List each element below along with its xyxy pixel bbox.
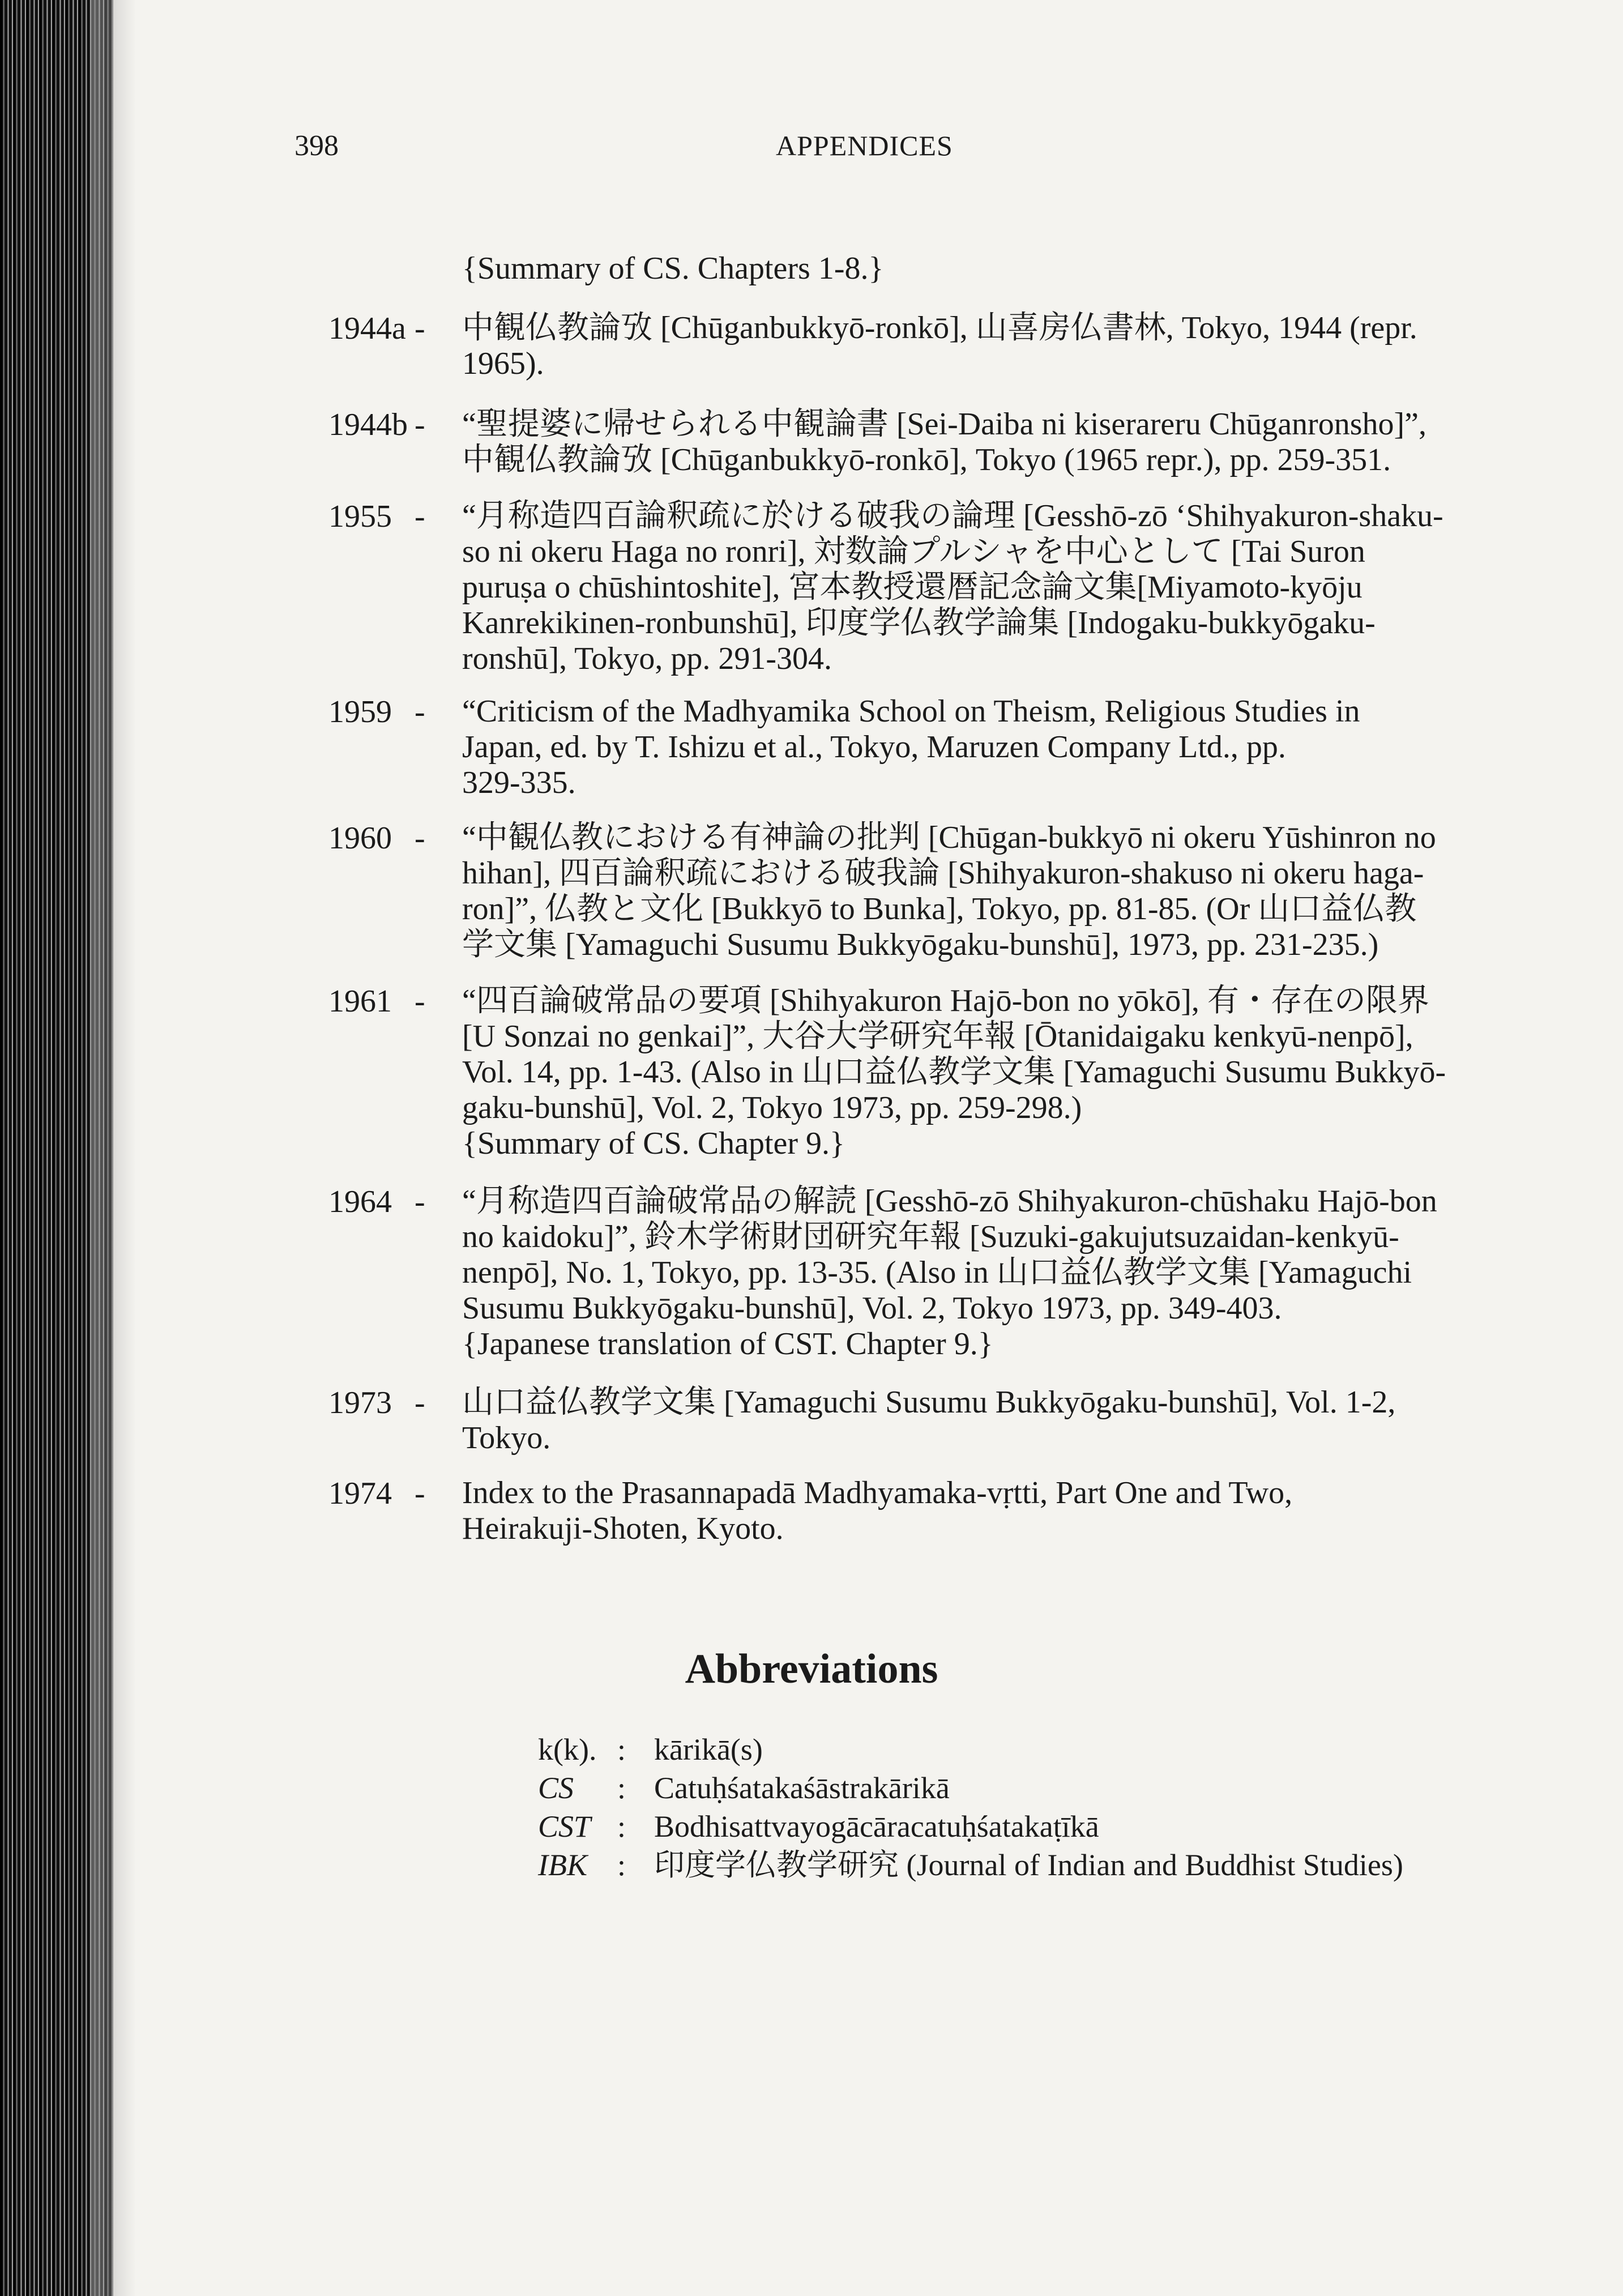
citation-line: so ni okeru Haga no ronri], 対数論プルシャを中心として [Tai Suron: [462, 534, 1365, 569]
entry-citation: [462, 694, 1481, 801]
summary-note: {Summary of CS. Chapters 1-8.}: [462, 251, 884, 286]
entry-year: 1961: [328, 984, 392, 1019]
citation-line: “聖提婆に帰せられる中観論書 [Sei-Daiba ni kiserareru Chūganronsho]”,: [462, 407, 1426, 442]
citation-line: no kaidoku]”, 鈴木学術財団研究年報 [Suzuki-gakujutsuzaidan-kenkyū-: [462, 1219, 1399, 1254]
citation-line: hihan], 四百論釈疏における破我論 [Shihyakuron-shakuso ni okeru haga-: [462, 856, 1424, 891]
citation-line: “四百論破常品の要項 [Shihyakuron Hajō-bon no yōkō], 有・存在の限界: [462, 983, 1429, 1018]
page-number: 398: [294, 130, 339, 162]
entry-citation: [462, 820, 1481, 963]
entry-dash: -: [415, 407, 425, 442]
citation-line: 中観仏教論攷 [Chūganbukkyō-ronkō], Tokyo (1965 repr.), pp. 259-351.: [462, 442, 1391, 477]
citation-line: Index to the Prasannapadā Madhyamaka-vṛtti, Part One and Two,: [462, 1475, 1293, 1510]
abbreviation-value: Bodhisattvayogācāracatuḥśatakaṭīkā: [654, 1810, 1099, 1843]
entry-year: 1960: [328, 821, 392, 856]
entry-citation: [462, 498, 1481, 677]
entry-dash: -: [415, 499, 425, 534]
entry-dash: -: [415, 1476, 425, 1511]
entry-dash: -: [415, 984, 425, 1019]
abbreviation-key: IBK: [538, 1848, 587, 1882]
citation-line: [U Sonzai no genkai]”, 大谷大学研究年報 [Ōtanidaigaku kenkyū-nenpō],: [462, 1019, 1413, 1054]
entry-citation: [462, 1475, 1481, 1547]
entry-year: 1964: [328, 1184, 392, 1219]
abbreviation-separator: :: [617, 1848, 626, 1882]
entry-citation: [462, 310, 1481, 382]
abbreviation-key: CST: [538, 1810, 591, 1843]
entry-dash: -: [415, 1385, 425, 1420]
citation-line: {Japanese translation of CST. Chapter 9.}: [462, 1326, 993, 1362]
running-head: APPENDICES: [776, 130, 953, 161]
entry-year: 1974: [328, 1476, 392, 1511]
citation-line: “月称造四百論破常品の解読 [Gesshō-zō Shihyakuron-chūshaku Hajō-bon: [462, 1184, 1437, 1219]
abbreviation-value: kārikā(s): [654, 1732, 763, 1766]
spine-shadow: [91, 0, 136, 2296]
abbreviation-value: 印度学仏教学研究 (Journal of Indian and Buddhist Studies): [654, 1848, 1403, 1882]
abbreviation-key: CS: [538, 1771, 574, 1805]
citation-line: 1965).: [462, 346, 544, 381]
citation-line: ron]”, 仏教と文化 [Bukkyō to Bunka], Tokyo, pp. 81-85. (Or 山口益仏教: [462, 891, 1417, 927]
citation-line: 学文集 [Yamaguchi Susumu Bukkyōgaku-bunshū], 1973, pp. 231-235.): [462, 927, 1379, 962]
entry-dash: -: [415, 1184, 425, 1219]
entry-citation: [462, 1385, 1481, 1456]
citation-line: gaku-bunshū], Vol. 2, Tokyo 1973, pp. 259-298.): [462, 1090, 1082, 1125]
entry-dash: -: [415, 821, 425, 856]
entry-year: 1959: [328, 694, 392, 729]
abbreviation-key: k(k).: [538, 1732, 597, 1766]
citation-line: “Criticism of the Madhyamika School on Theism, Religious Studies in: [462, 694, 1360, 729]
citation-line: 329-335.: [462, 765, 576, 800]
entry-citation: [462, 1184, 1481, 1362]
entry-dash: -: [415, 694, 425, 729]
citation-line: Tokyo.: [462, 1420, 551, 1456]
abbreviation-separator: :: [617, 1771, 626, 1805]
citation-line: ronshū], Tokyo, pp. 291-304.: [462, 641, 832, 676]
citation-line: Japan, ed. by T. Ishizu et al., Tokyo, Maruzen Company Ltd., pp.: [462, 729, 1286, 765]
entry-year: 1973: [328, 1385, 392, 1420]
abbreviation-separator: :: [617, 1810, 626, 1843]
entry-citation: [462, 407, 1481, 478]
citation-line: Kanrekikinen-ronbunshū], 印度学仏教学論集 [Indogaku-bukkyōgaku-: [462, 605, 1376, 641]
entry-dash: -: [415, 311, 425, 346]
entry-citation: [462, 983, 1481, 1162]
citation-line: nenpō], No. 1, Tokyo, pp. 13-35. (Also in 山口益仏教学文集 [Yamaguchi: [462, 1255, 1412, 1290]
abbreviation-value: Catuḥśatakaśāstrakārikā: [654, 1771, 950, 1805]
citation-line: 山口益仏教学文集 [Yamaguchi Susumu Bukkyōgaku-bunshū], Vol. 1-2,: [462, 1385, 1396, 1420]
citation-line: Heirakuji-Shoten, Kyoto.: [462, 1511, 784, 1546]
citation-line: {Summary of CS. Chapter 9.}: [462, 1126, 845, 1161]
abbreviations-heading: Abbreviations: [685, 1646, 938, 1692]
citation-line: 中観仏教論攷 [Chūganbukkyō-ronkō], 山喜房仏書林, Tokyo, 1944 (repr.: [462, 310, 1417, 345]
citation-line: “中観仏教における有神論の批判 [Chūgan-bukkyō ni okeru Yūshinron no: [462, 820, 1436, 855]
citation-line: Susumu Bukkyōgaku-bunshū], Vol. 2, Tokyo 1973, pp. 349-403.: [462, 1291, 1282, 1326]
entry-year: 1955: [328, 499, 392, 534]
entry-year: 1944b: [328, 407, 408, 442]
abbreviation-separator: :: [617, 1732, 626, 1766]
citation-line: “月称造四百論釈疏に於ける破我の論理 [Gesshō-zō ‘Shihyakuron-shaku-: [462, 498, 1443, 534]
entry-year: 1944a: [328, 311, 406, 346]
citation-line: puruṣa o chūshintoshite], 宮本教授還暦記念論文集[Miyamoto-kyōju: [462, 570, 1363, 605]
citation-line: Vol. 14, pp. 1-43. (Also in 山口益仏教学文集 [Yamaguchi Susumu Bukkyō-: [462, 1055, 1446, 1090]
